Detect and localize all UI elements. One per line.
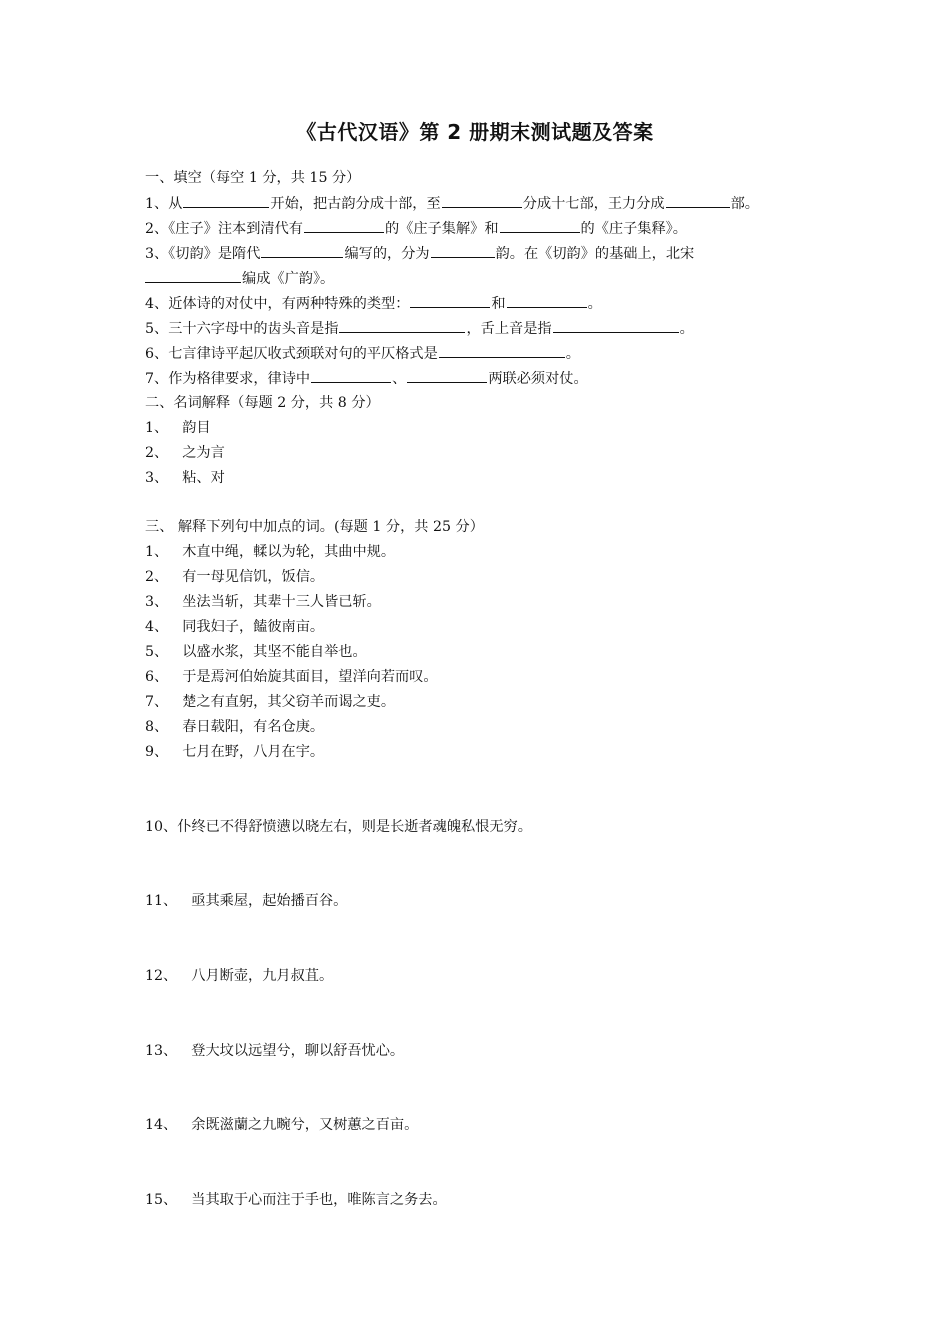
item-text: 同我妇子，饁彼南亩。 bbox=[182, 619, 325, 635]
question-number: 7、 bbox=[145, 371, 169, 387]
question-text: ，舌上音是指 bbox=[466, 321, 552, 337]
answer-blank[interactable] bbox=[311, 368, 391, 383]
item-number: 2、 bbox=[145, 445, 169, 461]
question-number: 6、 bbox=[145, 346, 169, 362]
question-number: 3、 bbox=[145, 246, 169, 262]
item-number: 13、 bbox=[145, 1043, 178, 1059]
answer-blank[interactable] bbox=[666, 193, 730, 208]
item-number: 5、 bbox=[145, 644, 169, 660]
item-number: 1、 bbox=[145, 544, 169, 560]
item-number: 10、 bbox=[145, 819, 178, 835]
item-number: 1、 bbox=[145, 420, 169, 436]
sentence-item bbox=[145, 717, 324, 737]
item-text: 八月断壶，九月叔苴。 bbox=[191, 968, 334, 984]
answer-blank[interactable] bbox=[410, 293, 490, 308]
sentence-item bbox=[145, 617, 324, 637]
term-item bbox=[145, 468, 225, 488]
question-text: 的《庄子集释》。 bbox=[580, 221, 687, 237]
answer-blank[interactable] bbox=[339, 318, 465, 333]
question-number: 1、 bbox=[145, 196, 169, 212]
sentence-item bbox=[145, 692, 395, 712]
item-number: 14、 bbox=[145, 1117, 178, 1133]
fill-question-5 bbox=[145, 318, 694, 338]
question-text: 。 bbox=[565, 346, 580, 362]
question-text: 两联必须对仗。 bbox=[488, 371, 588, 387]
item-number: 4、 bbox=[145, 619, 169, 635]
fill-question-4 bbox=[145, 293, 602, 313]
page-title: 《古代汉语》第 2 册期末测试题及答案 bbox=[296, 120, 654, 144]
item-number: 11、 bbox=[145, 893, 178, 909]
question-text: 七言律诗平起仄收式颈联对句的平仄格式是 bbox=[168, 346, 438, 362]
question-text: 。 bbox=[587, 296, 602, 312]
section3-heading: 三、 解释下列句中加点的词。(每题 1 分，共 25 分） bbox=[145, 519, 484, 535]
sentence-item bbox=[145, 542, 395, 562]
question-text: 的《庄子集解》和 bbox=[385, 221, 499, 237]
question-text: 。 bbox=[679, 321, 694, 337]
question-text: 从 bbox=[168, 196, 183, 212]
item-text: 当其取于心而注于手也，唯陈言之务去。 bbox=[191, 1192, 447, 1208]
sentence-item bbox=[145, 817, 532, 837]
answer-blank[interactable] bbox=[507, 293, 587, 308]
item-number: 2、 bbox=[145, 569, 169, 585]
question-text: 分成十七部，王力分成 bbox=[522, 196, 665, 212]
question-text: 《切韵》是隋代 bbox=[168, 246, 261, 262]
fill-question-7 bbox=[145, 368, 588, 388]
item-number: 3、 bbox=[145, 470, 169, 486]
section2-heading: 二、名词解释（每题 2 分，共 8 分） bbox=[145, 395, 380, 411]
answer-blank[interactable] bbox=[442, 193, 522, 208]
item-text: 于是焉河伯始旋其面目，望洋向若而叹。 bbox=[182, 669, 438, 685]
question-text: 编写的，分为 bbox=[344, 246, 430, 262]
item-number: 7、 bbox=[145, 694, 169, 710]
fill-question-6 bbox=[145, 343, 580, 363]
item-number: 12、 bbox=[145, 968, 178, 984]
item-text: 余既滋蘭之九畹兮，又树蕙之百亩。 bbox=[191, 1117, 419, 1133]
question-text: 作为格律要求，律诗中 bbox=[168, 371, 311, 387]
fill-question-3 bbox=[145, 243, 694, 263]
item-text: 韵目 bbox=[182, 420, 211, 436]
question-text: 开始，把古韵分成十部，至 bbox=[270, 196, 441, 212]
answer-blank[interactable] bbox=[500, 218, 580, 233]
answer-blank[interactable] bbox=[261, 243, 343, 258]
question-number: 4、 bbox=[145, 296, 169, 312]
question-text: 《庄子》注本到清代有 bbox=[168, 221, 303, 237]
sentence-item bbox=[145, 966, 333, 986]
item-number: 3、 bbox=[145, 594, 169, 610]
item-text: 有一母见信饥，饭信。 bbox=[182, 569, 325, 585]
item-text: 以盛水浆，其坚不能自举也。 bbox=[182, 644, 367, 660]
question-text: 三十六字母中的齿头音是指 bbox=[168, 321, 339, 337]
answer-blank[interactable] bbox=[304, 218, 384, 233]
item-text: 粘、对 bbox=[182, 470, 225, 486]
sentence-item bbox=[145, 1115, 418, 1135]
item-text: 亟其乘屋，起始播百谷。 bbox=[191, 893, 348, 909]
answer-blank[interactable] bbox=[145, 268, 241, 283]
item-text: 之为言 bbox=[182, 445, 225, 461]
question-text: 部。 bbox=[730, 196, 759, 212]
sentence-item bbox=[145, 1190, 447, 1210]
answer-blank[interactable] bbox=[553, 318, 679, 333]
question-text: 韵。在《切韵》的基础上，北宋 bbox=[495, 246, 695, 262]
item-text: 登大坟以远望兮，聊以舒吾忧心。 bbox=[191, 1043, 405, 1059]
sentence-item bbox=[145, 667, 438, 687]
answer-blank[interactable] bbox=[431, 243, 495, 258]
question-text: 近体诗的对仗中，有两种特殊的类型： bbox=[168, 296, 410, 312]
item-text: 春日载阳，有名仓庚。 bbox=[182, 719, 325, 735]
fill-question-3-continued bbox=[145, 268, 334, 288]
question-text: 、 bbox=[392, 371, 407, 387]
item-number: 8、 bbox=[145, 719, 169, 735]
sentence-item bbox=[145, 592, 381, 612]
item-text: 楚之有直躬，其父窃羊而谒之吏。 bbox=[182, 694, 396, 710]
sentence-item bbox=[145, 642, 367, 662]
item-text: 木直中绳，輮以为轮，其曲中规。 bbox=[182, 544, 396, 560]
question-text: 编成《广韵》。 bbox=[242, 271, 335, 287]
term-item bbox=[145, 418, 211, 438]
item-text: 坐法当斩，其辈十三人皆已斩。 bbox=[182, 594, 381, 610]
item-text: 七月在野，八月在宇。 bbox=[182, 744, 325, 760]
sentence-item bbox=[145, 742, 324, 762]
fill-question-2 bbox=[145, 218, 687, 238]
item-number: 9、 bbox=[145, 744, 169, 760]
sentence-item bbox=[145, 567, 324, 587]
answer-blank[interactable] bbox=[183, 193, 269, 208]
sentence-item bbox=[145, 1041, 404, 1061]
question-text: 和 bbox=[491, 296, 506, 312]
fill-question-1 bbox=[145, 193, 759, 213]
question-number: 2、 bbox=[145, 221, 169, 237]
answer-blank[interactable] bbox=[407, 368, 487, 383]
sentence-item bbox=[145, 891, 347, 911]
section1-heading: 一、填空（每空 1 分，共 15 分） bbox=[145, 170, 361, 186]
question-number: 5、 bbox=[145, 321, 169, 337]
item-number: 6、 bbox=[145, 669, 169, 685]
answer-blank[interactable] bbox=[439, 343, 565, 358]
term-item bbox=[145, 443, 225, 463]
item-number: 15、 bbox=[145, 1192, 178, 1208]
item-text: 仆终已不得舒愤懑以晓左右，则是长逝者魂魄私恨无穷。 bbox=[177, 819, 532, 835]
